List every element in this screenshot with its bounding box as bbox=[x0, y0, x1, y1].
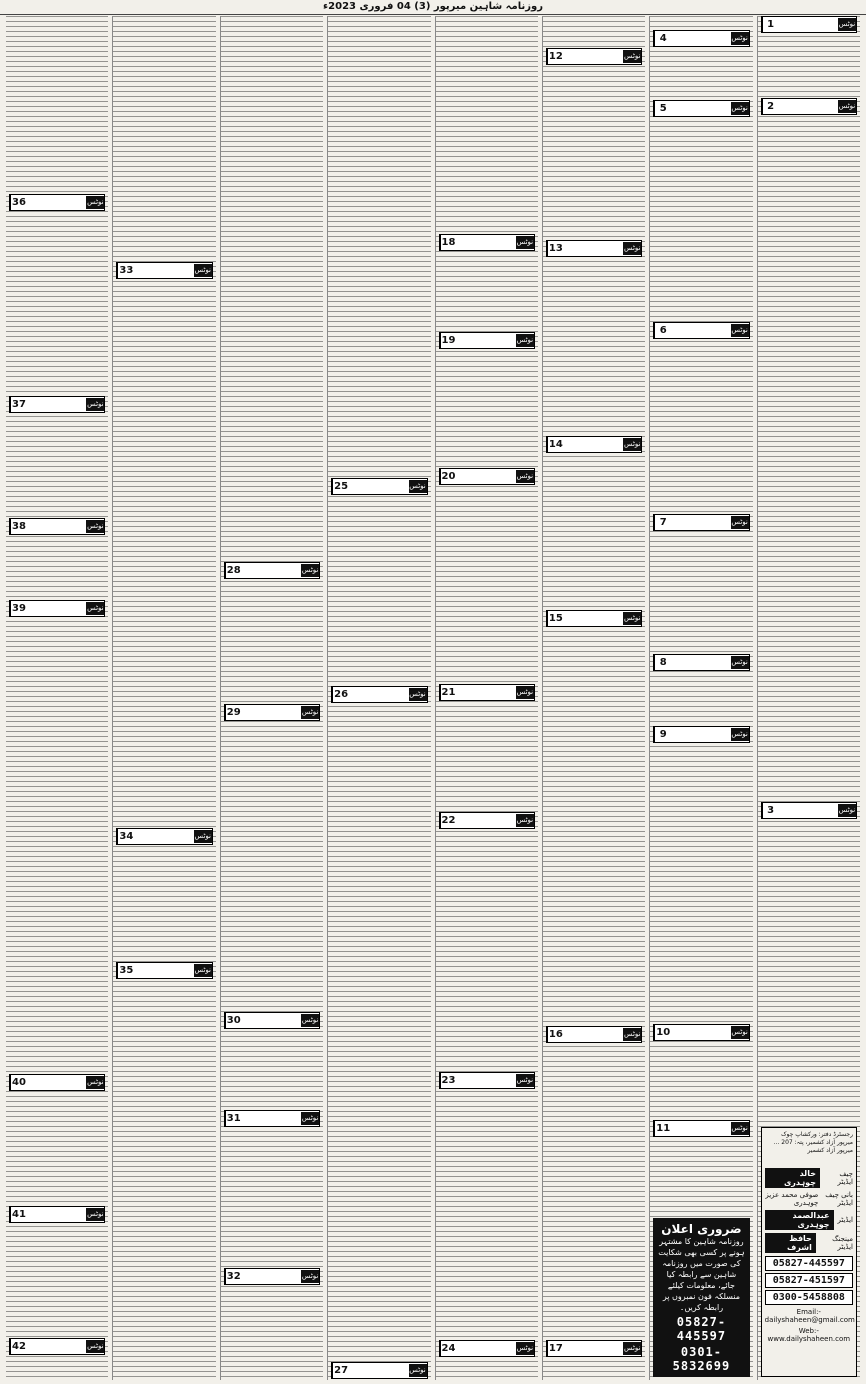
notice-header bbox=[9, 1074, 105, 1091]
important-announcement-ad bbox=[653, 1218, 749, 1377]
notice-number: 20 bbox=[440, 469, 457, 484]
notice-tag: نوٹس bbox=[731, 1026, 749, 1039]
notice-header bbox=[9, 1338, 105, 1355]
notice-tag: نوٹس bbox=[86, 602, 104, 615]
notice-number: 7 bbox=[654, 515, 671, 530]
notice-block bbox=[116, 828, 212, 845]
notice-tag: نوٹس bbox=[516, 470, 534, 483]
notice-tag: نوٹس bbox=[731, 516, 749, 529]
notice-number: 42 bbox=[10, 1339, 27, 1354]
notice-block bbox=[653, 30, 749, 47]
notice-header bbox=[331, 686, 427, 703]
notice-block bbox=[224, 1012, 320, 1029]
notice-tag: نوٹس bbox=[301, 1112, 319, 1125]
contact-phones bbox=[765, 1256, 853, 1305]
article-text bbox=[221, 16, 323, 1380]
phone-number: 0300-5458808 bbox=[765, 1290, 853, 1305]
notice-tag: نوٹس bbox=[301, 706, 319, 719]
notice-number: 17 bbox=[547, 1341, 564, 1356]
notice-header bbox=[439, 684, 535, 701]
notice-tag: نوٹس bbox=[623, 1342, 641, 1355]
notice-tag: نوٹس bbox=[731, 32, 749, 45]
notice-tag: نوٹس bbox=[516, 334, 534, 347]
notice-header bbox=[9, 194, 105, 211]
notice-header bbox=[546, 48, 642, 65]
notice-block bbox=[439, 234, 535, 251]
notice-block bbox=[653, 654, 749, 671]
notice-tag: نوٹس bbox=[623, 50, 641, 63]
notice-number: 36 bbox=[10, 195, 27, 210]
notice-number: 23 bbox=[440, 1073, 457, 1088]
managing-editor-row bbox=[765, 1233, 853, 1253]
notice-tag: نوٹس bbox=[731, 324, 749, 337]
notice-tag: نوٹس bbox=[301, 1270, 319, 1283]
notice-tag: نوٹس bbox=[86, 1340, 104, 1353]
notice-header bbox=[653, 30, 749, 47]
notice-block bbox=[224, 562, 320, 579]
notice-number: 39 bbox=[10, 601, 27, 616]
notice-block bbox=[116, 262, 212, 279]
notice-header bbox=[439, 1072, 535, 1089]
notice-block bbox=[331, 1362, 427, 1379]
notice-block bbox=[331, 478, 427, 495]
notice-header bbox=[439, 234, 535, 251]
notice-number: 10 bbox=[654, 1025, 671, 1040]
notice-header bbox=[116, 828, 212, 845]
notice-tag: نوٹس bbox=[731, 728, 749, 741]
notice-number: 4 bbox=[654, 31, 671, 46]
managing-editor-role: مینجنگ ایڈیٹر bbox=[832, 1235, 853, 1251]
notice-tag: نوٹس bbox=[409, 688, 427, 701]
notice-tag: نوٹس bbox=[516, 686, 534, 699]
notice-number: 28 bbox=[225, 563, 242, 578]
notice-tag: نوٹس bbox=[301, 1014, 319, 1027]
notice-header bbox=[224, 562, 320, 579]
notice-header bbox=[546, 240, 642, 257]
notice-header bbox=[761, 98, 857, 115]
notice-header bbox=[9, 600, 105, 617]
chief-editor-row bbox=[765, 1168, 853, 1188]
notice-block bbox=[331, 686, 427, 703]
ad-phone: 0301-5832699 bbox=[672, 1345, 731, 1373]
notice-block bbox=[9, 1206, 105, 1223]
notice-tag: نوٹس bbox=[623, 242, 641, 255]
notice-header bbox=[224, 704, 320, 721]
notice-tag: نوٹس bbox=[623, 612, 641, 625]
notice-tag: نوٹس bbox=[516, 814, 534, 827]
notice-header bbox=[116, 262, 212, 279]
notice-number: 5 bbox=[654, 101, 671, 116]
text-column bbox=[435, 16, 538, 1380]
notice-number: 37 bbox=[10, 397, 27, 412]
notice-block bbox=[653, 1024, 749, 1041]
notice-tag: نوٹس bbox=[194, 830, 212, 843]
notice-header bbox=[653, 514, 749, 531]
contact-email: Email:- dailyshaheen@gmail.com bbox=[764, 1308, 855, 1324]
notice-number: 21 bbox=[440, 685, 457, 700]
notice-number: 6 bbox=[654, 323, 671, 338]
notice-number: 18 bbox=[440, 235, 457, 250]
notice-block bbox=[439, 812, 535, 829]
notice-header bbox=[9, 518, 105, 535]
notice-block bbox=[439, 468, 535, 485]
founder-name: صوفی محمد عزیز چوہدری bbox=[765, 1191, 819, 1207]
notice-block bbox=[439, 1340, 535, 1357]
notice-block bbox=[9, 1074, 105, 1091]
text-column bbox=[112, 16, 215, 1380]
article-text bbox=[6, 16, 108, 1380]
notice-number: 40 bbox=[10, 1075, 27, 1090]
text-column bbox=[649, 16, 752, 1380]
contact-website: Web:-www.dailyshaheen.com bbox=[767, 1327, 851, 1343]
notice-tag: نوٹس bbox=[194, 964, 212, 977]
notice-block bbox=[224, 1268, 320, 1285]
notice-tag: نوٹس bbox=[194, 264, 212, 277]
notice-block bbox=[653, 322, 749, 339]
notice-header bbox=[224, 1268, 320, 1285]
notice-tag: نوٹس bbox=[301, 564, 319, 577]
notice-number: 22 bbox=[440, 813, 457, 828]
notice-header bbox=[439, 468, 535, 485]
founder-row bbox=[765, 1191, 853, 1207]
phone-number: 05827-451597 bbox=[765, 1273, 853, 1288]
notice-block bbox=[224, 1110, 320, 1127]
notice-number: 25 bbox=[332, 479, 349, 494]
notice-header bbox=[546, 1340, 642, 1357]
founder-role: بانی چیف ایڈیٹر bbox=[825, 1191, 853, 1207]
notice-header bbox=[9, 1206, 105, 1223]
notice-number: 35 bbox=[117, 963, 134, 978]
notice-number: 24 bbox=[440, 1341, 457, 1356]
notice-number: 27 bbox=[332, 1363, 349, 1378]
text-column bbox=[542, 16, 645, 1380]
text-column bbox=[6, 16, 108, 1380]
article-text bbox=[543, 16, 645, 1380]
notice-tag: نوٹس bbox=[86, 398, 104, 411]
notice-tag: نوٹس bbox=[86, 196, 104, 209]
notice-block bbox=[224, 704, 320, 721]
office-address: رجسٹرڈ دفتر: ورکشاپ چوک میرپور آزاد کشمیر، پتہ: 207 ... میرپور آزاد کشمیر bbox=[773, 1131, 853, 1154]
notice-tag: نوٹس bbox=[838, 18, 856, 31]
notice-number: 11 bbox=[654, 1121, 671, 1136]
article-text bbox=[113, 16, 215, 1380]
notice-tag: نوٹس bbox=[516, 236, 534, 249]
notice-number: 12 bbox=[547, 49, 564, 64]
notice-block bbox=[761, 16, 857, 33]
notice-block bbox=[653, 100, 749, 117]
text-column bbox=[220, 16, 323, 1380]
notice-header bbox=[224, 1012, 320, 1029]
notice-block bbox=[546, 610, 642, 627]
notice-block bbox=[546, 1026, 642, 1043]
notice-number: 19 bbox=[440, 333, 457, 348]
notice-header bbox=[439, 1340, 535, 1357]
ad-body: روزنامہ شاہین کا مشتہر ہونے پر کسی بھی شکایت کی صورت میں روزنامہ شاہین سے رابطہ کیا جائے، معلومات کیلئے منسلکہ فون نمبروں پر رابطہ کریں۔ bbox=[658, 1237, 745, 1312]
text-column bbox=[327, 16, 430, 1380]
notice-block bbox=[9, 194, 105, 211]
notice-header bbox=[439, 332, 535, 349]
notice-header bbox=[546, 610, 642, 627]
notice-header bbox=[224, 1110, 320, 1127]
credits-box bbox=[761, 1127, 857, 1377]
notice-header bbox=[439, 812, 535, 829]
notice-number: 13 bbox=[547, 241, 564, 256]
notice-number: 38 bbox=[10, 519, 27, 534]
notice-tag: نوٹس bbox=[409, 480, 427, 493]
notice-number: 29 bbox=[225, 705, 242, 720]
masthead-dateline: روزنامہ شاہین میرپور (3) 04 فروری 2023ء bbox=[0, 0, 866, 15]
notice-block bbox=[439, 684, 535, 701]
notice-tag: نوٹس bbox=[731, 102, 749, 115]
notice-header bbox=[653, 1024, 749, 1041]
notice-header bbox=[331, 1362, 427, 1379]
text-column bbox=[757, 16, 860, 1380]
editor-name: عبدالصمد چوہدری bbox=[765, 1210, 834, 1230]
notice-block bbox=[9, 518, 105, 535]
ad-phone: 05827-445597 bbox=[676, 1315, 727, 1343]
notice-number: 14 bbox=[547, 437, 564, 452]
notice-number: 2 bbox=[762, 99, 779, 114]
notice-tag: نوٹس bbox=[86, 520, 104, 533]
notice-tag: نوٹس bbox=[838, 804, 856, 817]
notice-tag: نوٹس bbox=[86, 1208, 104, 1221]
notice-tag: نوٹس bbox=[409, 1364, 427, 1377]
notice-block bbox=[546, 436, 642, 453]
notice-number: 32 bbox=[225, 1269, 242, 1284]
notice-number: 1 bbox=[762, 17, 779, 32]
managing-editor-name: حافظ اشرف bbox=[765, 1233, 816, 1253]
notice-header bbox=[116, 962, 212, 979]
notice-block bbox=[439, 332, 535, 349]
notice-number: 31 bbox=[225, 1111, 242, 1126]
notice-header bbox=[653, 654, 749, 671]
notice-header bbox=[653, 1120, 749, 1137]
notice-block bbox=[653, 1120, 749, 1137]
notice-number: 33 bbox=[117, 263, 134, 278]
notice-header bbox=[761, 16, 857, 33]
chief-editor-name: خالد چوہدری bbox=[765, 1168, 820, 1188]
notice-block bbox=[546, 240, 642, 257]
notice-header bbox=[9, 396, 105, 413]
notice-block bbox=[9, 1338, 105, 1355]
notice-tag: نوٹس bbox=[623, 1028, 641, 1041]
notice-block bbox=[9, 600, 105, 617]
notice-tag: نوٹس bbox=[623, 438, 641, 451]
article-text bbox=[650, 16, 752, 1380]
notice-tag: نوٹس bbox=[731, 1122, 749, 1135]
notice-header bbox=[761, 802, 857, 819]
notice-block bbox=[653, 726, 749, 743]
notice-number: 34 bbox=[117, 829, 134, 844]
notice-block bbox=[761, 802, 857, 819]
notice-tag: نوٹس bbox=[731, 656, 749, 669]
editor-role: ایڈیٹر bbox=[837, 1216, 853, 1224]
notice-block bbox=[116, 962, 212, 979]
notice-header bbox=[546, 436, 642, 453]
notice-number: 8 bbox=[654, 655, 671, 670]
notice-header bbox=[653, 322, 749, 339]
notice-tag: نوٹس bbox=[516, 1074, 534, 1087]
chief-editor-role: چیف ایڈیٹر bbox=[837, 1170, 853, 1186]
column-container bbox=[6, 16, 860, 1380]
notice-block bbox=[9, 396, 105, 413]
notice-block bbox=[653, 514, 749, 531]
notice-number: 9 bbox=[654, 727, 671, 742]
notice-number: 16 bbox=[547, 1027, 564, 1042]
notice-number: 30 bbox=[225, 1013, 242, 1028]
notice-header bbox=[331, 478, 427, 495]
notice-number: 15 bbox=[547, 611, 564, 626]
notice-number: 41 bbox=[10, 1207, 27, 1222]
notice-header bbox=[653, 726, 749, 743]
phone-number: 05827-445597 bbox=[765, 1256, 853, 1271]
ad-title: ضروری اعلان bbox=[661, 1222, 742, 1236]
notice-tag: نوٹس bbox=[516, 1342, 534, 1355]
notice-tag: نوٹس bbox=[86, 1076, 104, 1089]
notice-block bbox=[439, 1072, 535, 1089]
notice-header bbox=[546, 1026, 642, 1043]
notice-block bbox=[546, 1340, 642, 1357]
notice-tag: نوٹس bbox=[838, 100, 856, 113]
notice-header bbox=[653, 100, 749, 117]
notice-number: 3 bbox=[762, 803, 779, 818]
notice-block bbox=[546, 48, 642, 65]
editor-row bbox=[765, 1210, 853, 1230]
notice-block bbox=[761, 98, 857, 115]
notice-number: 26 bbox=[332, 687, 349, 702]
